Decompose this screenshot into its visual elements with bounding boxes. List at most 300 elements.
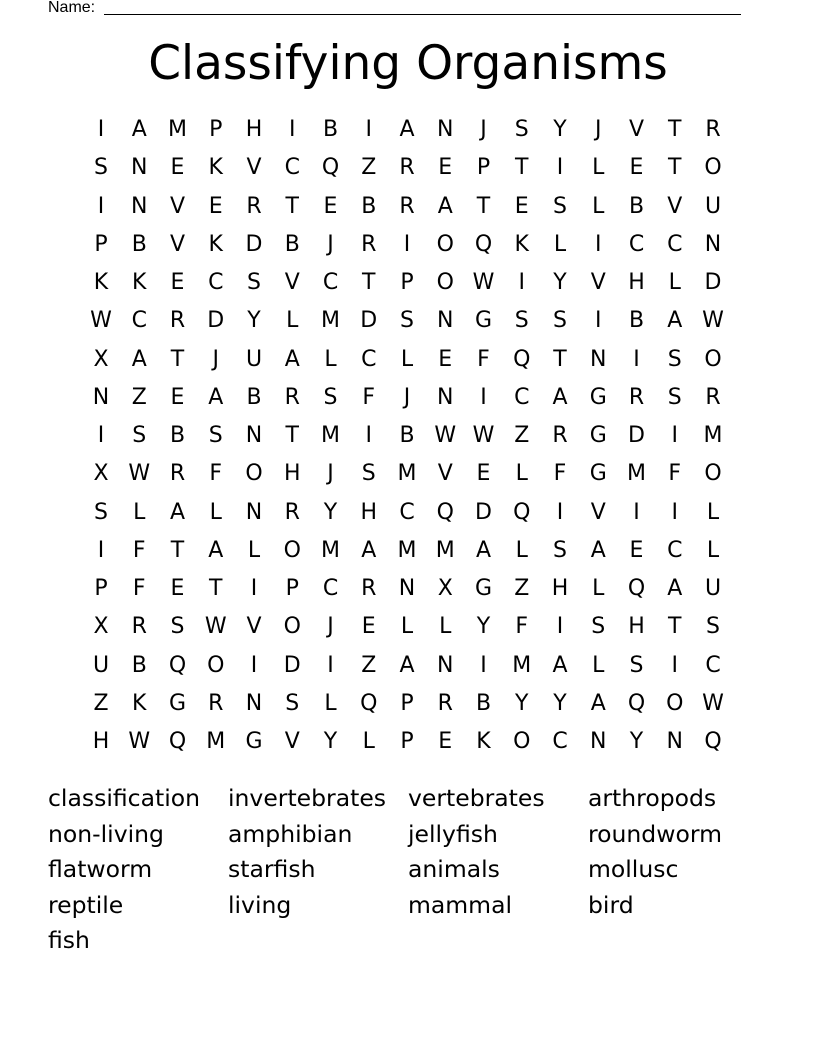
grid-letter: L [515,537,528,563]
grid-letter: Z [361,652,377,678]
grid-letter: G [168,690,187,716]
grid-row [82,417,732,455]
grid-letter: H [551,576,569,601]
grid-letter: N [131,155,148,181]
grid-letter: E [170,155,185,181]
grid-letter: T [553,346,567,372]
grid-letter: V [284,270,300,295]
grid-letter: Z [361,155,377,181]
grid-letter: G [245,729,263,754]
grid-letter: T [362,270,376,295]
grid-letter: C [667,537,683,563]
grid-letter: C [514,384,530,410]
grid-letter: O [436,270,454,295]
grid-letter: E [438,346,453,372]
grid-letter: C [667,231,683,257]
grid-letter: D [283,652,301,678]
grid-row [82,723,732,761]
grid-letter: Z [93,690,109,716]
grid-letter: E [438,155,453,181]
grid-letter: R [169,308,186,334]
grid-letter: L [592,193,605,219]
grid-letter: L [209,499,222,525]
grid-letter: Y [553,690,567,716]
word-bank-item: bird [588,890,634,919]
word-bank-item: amphibian [228,819,353,848]
grid-letter: T [170,346,185,372]
grid-letter: S [667,384,682,410]
word-bank-item: vertebrates [408,784,545,812]
grid-letter: P [94,231,108,257]
grid-letter: U [704,193,722,219]
grid-letter: I [97,117,105,142]
grid-letter: S [514,308,529,334]
grid-row [82,341,732,379]
word-bank-item: arthropods [588,784,717,812]
grid-letter: J [403,384,411,410]
grid-letter: X [93,346,109,372]
grid-letter: G [474,576,493,601]
grid-letter: B [475,690,492,716]
grid-letter: C [284,155,300,181]
grid-letter: F [553,461,567,487]
grid-letter: A [131,117,147,142]
grid-row [82,111,732,149]
word-bank-item: flatworm [48,855,153,883]
grid-letter: S [553,537,567,563]
grid-letter: M [627,461,646,487]
grid-row [82,685,732,723]
grid-letter: D [704,270,722,295]
grid-letter: L [592,576,605,601]
grid-letter: W [702,308,724,334]
grid-letter: M [321,537,340,563]
grid-letter: Z [514,576,530,601]
grid-letter: I [480,652,487,678]
page-title: Classifying Organisms [148,36,668,91]
grid-letter: V [437,461,453,487]
grid-letter: G [589,423,607,448]
grid-letter: R [284,499,300,525]
grid-letter: B [131,231,147,257]
grid-letter: I [289,117,296,142]
grid-letter: S [514,117,529,142]
grid-letter: S [94,499,108,525]
grid-letter: Y [247,308,261,334]
grid-letter: S [132,423,147,448]
grid-letter: T [285,193,299,219]
grid-letter: A [667,576,683,601]
grid-letter: M [512,652,532,678]
grid-letter: X [93,461,109,487]
grid-letter: W [472,423,495,448]
grid-letter: H [245,117,263,142]
grid-letter: I [365,423,372,448]
grid-letter: Q [168,652,187,678]
grid-letter: V [628,117,645,142]
grid-letter: X [93,614,109,640]
grid-letter: R [399,155,415,181]
grid-letter: O [245,461,263,487]
word-bank-item: starfish [228,855,316,883]
grid-letter: I [556,155,564,181]
grid-row [82,379,732,417]
grid-letter: I [671,652,678,678]
grid-letter: P [400,270,414,295]
grid-letter: K [476,729,491,754]
grid-letter: Q [321,155,340,181]
grid-letter: R [705,117,721,142]
grid-letter: J [480,117,487,142]
grid-letter: W [128,461,151,487]
grid-letter: N [666,729,683,754]
word-bank-item: mammal [408,890,513,919]
grid-letter: A [131,346,147,372]
grid-letter: V [246,614,262,640]
grid-letter: Y [476,614,491,640]
grid-letter: L [706,499,720,525]
grid-row [82,302,732,340]
grid-letter: K [208,231,223,257]
grid-letter: I [671,423,678,448]
grid-row [82,226,732,264]
grid-letter: E [170,384,185,410]
grid-letter: W [472,270,495,295]
grid-letter: A [590,690,606,716]
grid-letter: I [556,499,564,525]
grid-letter: S [170,614,185,640]
grid-row [82,494,732,532]
grid-letter: N [590,346,607,372]
grid-row [82,647,732,685]
grid-letter: O [704,346,722,372]
grid-letter: V [667,193,683,219]
grid-letter: M [435,537,455,563]
grid-letter: C [628,231,645,257]
grid-row [82,570,732,608]
grid-letter: I [97,537,105,563]
grid-letter: V [169,193,186,219]
grid-letter: R [284,384,300,410]
name-write-line [104,14,741,15]
grid-letter: E [476,461,491,487]
grid-letter: A [552,652,568,678]
grid-letter: D [207,308,225,334]
grid-letter: T [170,537,185,563]
grid-letter: P [400,690,414,716]
grid-letter: M [397,461,417,487]
grid-letter: A [208,537,224,563]
grid-letter: V [169,231,186,257]
grid-letter: R [131,614,147,640]
grid-letter: G [589,384,607,410]
grid-letter: W [702,690,724,716]
grid-letter: C [399,499,415,525]
grid-letter: P [209,117,223,142]
grid-letter: L [324,346,337,372]
grid-letter: R [169,461,186,487]
grid-letter: S [553,308,567,334]
grid-letter: Q [513,499,531,525]
grid-letter: N [437,652,454,678]
grid-letter: T [668,155,682,181]
grid-letter: S [208,423,223,448]
grid-letter: R [246,193,262,219]
grid-letter: I [250,652,258,678]
word-bank-item: fish [48,926,90,954]
grid-letter: L [400,614,414,640]
grid-letter: I [365,117,372,142]
grid-letter: O [704,461,722,487]
grid-letter: I [671,499,678,525]
grid-letter: X [437,576,453,601]
grid-letter: L [324,690,337,716]
grid-letter: T [515,155,529,181]
grid-letter: F [132,537,146,563]
grid-letter: Q [168,729,187,754]
grid-letter: R [628,384,645,410]
grid-letter: E [514,193,529,219]
grid-letter: F [477,346,490,372]
grid-letter: T [668,614,682,640]
word-bank-item: roundworm [588,819,722,848]
grid-letter: F [515,614,529,640]
grid-letter: R [208,690,224,716]
grid-letter: I [595,231,602,257]
grid-letter: O [283,614,301,640]
grid-letter: S [247,270,261,295]
grid-letter: V [590,499,606,525]
grid-letter: H [92,729,110,754]
grid-letter: F [209,461,223,487]
grid-letter: M [206,729,226,754]
grid-letter: S [285,690,300,716]
grid-letter: L [706,537,720,563]
grid-letter: O [436,231,454,257]
grid-letter: F [362,384,376,410]
grid-letter: B [246,384,262,410]
grid-letter: M [168,117,187,142]
grid-letter: Y [323,499,338,525]
grid-letter: E [438,729,453,754]
grid-letter: I [403,231,411,257]
grid-letter: I [480,384,487,410]
grid-letter: C [552,729,568,754]
grid-letter: G [474,308,493,334]
grid-letter: Q [360,690,378,716]
grid-letter: E [170,576,185,601]
grid-letter: J [327,461,334,487]
grid-letter: U [245,346,263,372]
grid-letter: E [208,193,223,219]
grid-letter: R [437,690,453,716]
grid-letter: W [204,614,227,640]
word-bank-item: jellyfish [408,819,498,848]
grid-letter: N [245,499,263,525]
grid-letter: E [629,155,644,181]
grid-letter: S [706,614,720,640]
grid-letter: Y [553,270,567,295]
grid-letter: C [361,346,377,372]
grid-letter: I [633,346,640,372]
grid-letter: L [400,346,414,372]
grid-letter: C [322,576,339,601]
grid-letter: R [552,423,568,448]
grid-letter: L [592,652,605,678]
grid-letter: K [132,690,147,716]
grid-letter: Y [515,690,529,716]
grid-letter: J [212,346,219,372]
grid-letter: M [703,423,723,448]
grid-letter: A [437,193,453,219]
grid-letter: M [321,423,340,448]
grid-letter: Y [553,117,567,142]
name-label: Name: [48,0,96,16]
grid-letter: Z [514,423,530,448]
grid-letter: A [169,499,186,525]
grid-letter: Z [131,384,147,410]
grid-letter: C [131,308,147,334]
grid-row [82,149,732,187]
grid-letter: L [592,155,605,181]
grid-letter: B [361,193,377,219]
grid-row [82,608,732,646]
grid-letter: B [169,423,186,448]
grid-letter: Q [513,346,531,372]
grid-letter: F [132,576,146,601]
grid-letter: D [245,231,263,257]
grid-letter: Q [627,576,646,601]
grid-letter: D [628,423,645,448]
grid-letter: S [323,384,338,410]
grid-letter: N [398,576,416,601]
grid-letter: A [284,346,300,372]
grid-letter: I [633,499,640,525]
grid-letter: N [131,193,148,219]
grid-letter: O [283,537,301,563]
grid-letter: S [553,193,567,219]
word-bank-item: living [228,890,292,919]
grid-letter: B [284,231,300,257]
grid-letter: K [208,155,223,181]
grid-letter: P [476,155,491,181]
grid-letter: I [595,308,602,334]
grid-letter: R [361,231,377,257]
grid-letter: A [399,117,415,142]
grid-letter: T [285,423,299,448]
grid-letter: L [362,729,375,754]
grid-letter: L [439,614,452,640]
grid-letter: P [285,576,299,601]
grid-letter: N [245,690,263,716]
grid-letter: A [399,652,415,678]
grid-letter: Q [474,231,493,257]
word-bank-item: non-living [48,819,164,848]
grid-letter: A [590,537,606,563]
grid-letter: V [246,155,262,181]
grid-letter: J [327,614,334,640]
grid-letter: L [286,308,299,334]
word-bank-item: classification [48,784,201,812]
grid-letter: L [515,461,528,487]
grid-letter: S [361,461,376,487]
grid-letter: D [360,308,378,334]
grid-letter: P [400,729,414,754]
grid-letter: A [552,384,568,410]
grid-letter: L [133,499,146,525]
grid-letter: W [128,729,151,754]
grid-letter: Q [627,690,646,716]
grid-letter: R [399,193,415,219]
grid-letter: B [131,652,147,678]
grid-letter: B [322,117,339,142]
grid-letter: W [434,423,457,448]
grid-letter: I [327,652,334,678]
grid-row [82,264,732,302]
grid-letter: R [705,384,721,410]
grid-letter: S [629,652,644,678]
grid-letter: T [209,576,223,601]
grid-letter: D [475,499,492,525]
grid-letter: I [518,270,525,295]
grid-letter: K [514,231,529,257]
grid-letter: I [97,423,105,448]
grid-letter: O [513,729,531,754]
grid-letter: O [704,155,722,181]
grid-letter: N [245,423,263,448]
grid-letter: B [399,423,415,448]
grid-letter: W [90,308,112,334]
grid-letter: B [628,193,645,219]
grid-letter: R [361,576,377,601]
grid-letter: Y [323,729,338,754]
grid-letter: E [361,614,376,640]
word-bank-item: reptile [48,890,124,919]
grid-letter: U [704,576,722,601]
grid-letter: L [668,270,681,295]
grid-row [82,188,732,226]
grid-letter: A [475,537,492,563]
grid-letter: A [667,308,683,334]
grid-letter: C [705,652,721,678]
grid-letter: N [437,117,454,142]
grid-letter: S [94,155,108,181]
word-bank-item: animals [408,855,500,883]
grid-letter: A [208,384,224,410]
grid-letter: U [92,652,110,678]
grid-letter: M [321,308,340,334]
grid-row [82,532,732,570]
grid-letter: J [327,231,334,257]
grid-letter: Y [629,729,644,754]
grid-letter: I [97,193,105,219]
grid-letter: P [94,576,108,601]
grid-letter: H [283,461,301,487]
grid-letter: E [629,537,644,563]
word-bank-item: invertebrates [228,784,387,812]
grid-letter: H [628,614,645,640]
grid-letter: E [323,193,338,219]
grid-letter: T [668,117,682,142]
grid-letter: I [250,576,258,601]
grid-row [82,455,732,493]
grid-letter: F [668,461,682,487]
grid-letter: O [666,690,684,716]
grid-letter: S [400,308,414,334]
word-bank-item: mollusc [588,855,679,883]
grid-letter: N [437,308,454,334]
grid-letter: C [208,270,224,295]
